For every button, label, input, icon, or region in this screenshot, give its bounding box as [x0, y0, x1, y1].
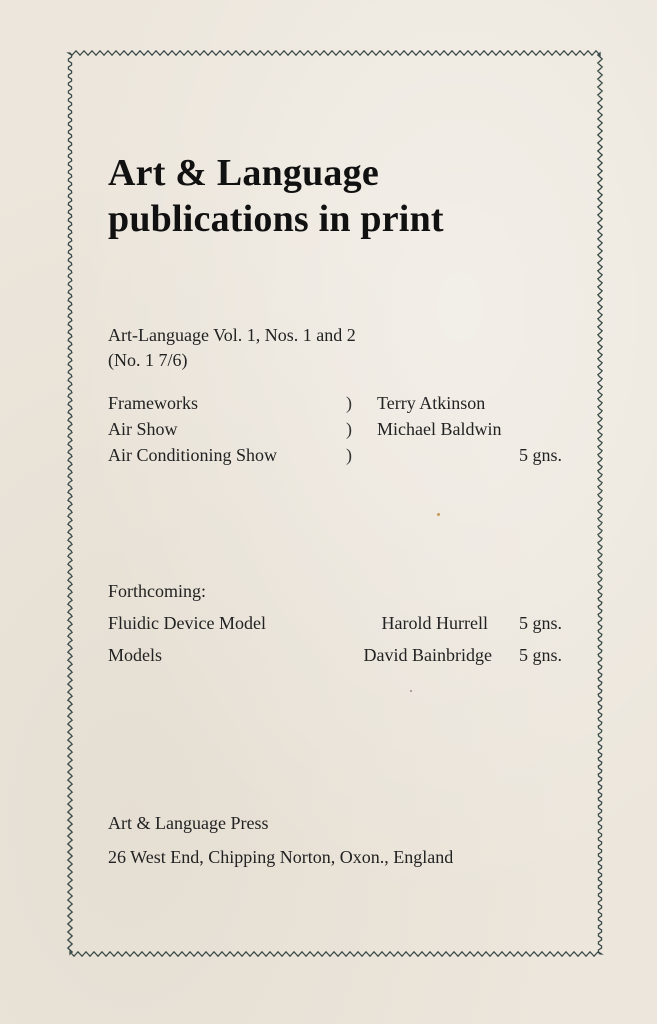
forthcoming-heading: Forthcoming: — [108, 581, 206, 601]
work-price-5-gns: 5 gns. — [518, 445, 562, 465]
work-paren-2: ) — [346, 419, 352, 439]
publisher-address: 26 West End, Chipping Norton, Oxon., England — [108, 847, 454, 867]
forthcoming-price-1: 5 gns. — [518, 613, 562, 633]
paper-speck — [410, 690, 412, 692]
work-author-terry-atkinson: Terry Atkinson — [377, 393, 486, 413]
work-paren-3: ) — [346, 445, 352, 465]
work-title-frameworks: Frameworks — [108, 393, 198, 413]
work-paren-1: ) — [346, 393, 352, 413]
title-line-2: publications in print — [108, 198, 444, 240]
work-title-air-conditioning-show: Air Conditioning Show — [108, 445, 278, 465]
paper-speck — [437, 513, 440, 516]
journal-line-2: (No. 1 7/6) — [108, 350, 188, 370]
forthcoming-author-david-bainbridge: David Bainbridge — [363, 645, 492, 665]
forthcoming-title-models: Models — [108, 645, 162, 665]
journal-line-1: Art-Language Vol. 1, Nos. 1 and 2 — [108, 325, 356, 345]
publisher-name: Art & Language Press — [108, 813, 269, 833]
work-author-michael-baldwin: Michael Baldwin — [377, 419, 502, 439]
page-title — [108, 150, 444, 242]
forthcoming-author-harold-hurrell: Harold Hurrell — [381, 613, 488, 633]
forthcoming-title-fluidic-device-model: Fluidic Device Model — [108, 613, 266, 633]
forthcoming-price-2: 5 gns. — [518, 645, 562, 665]
title-line-1: Art & Language — [108, 152, 379, 194]
work-title-air-show: Air Show — [108, 419, 178, 439]
